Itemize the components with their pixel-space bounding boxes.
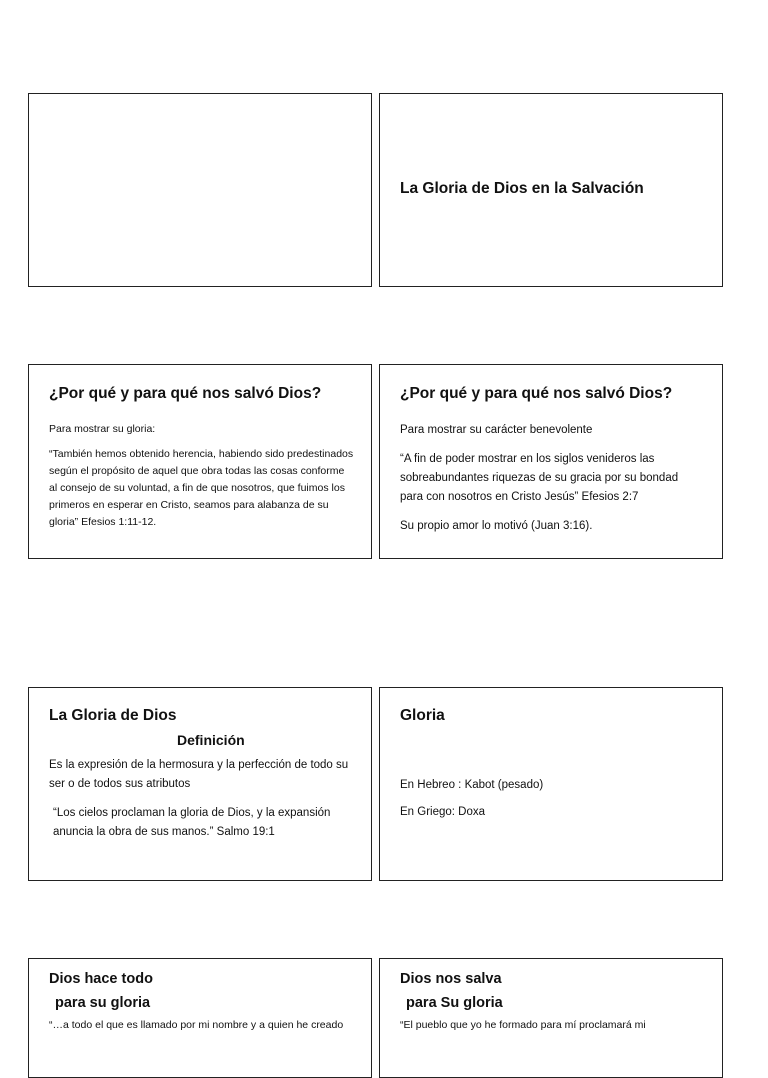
slide-body: [49, 421, 355, 539]
slide-title: [49, 967, 153, 1015]
slide-title: ¿Por qué y para qué nos salvó Dios?: [49, 385, 322, 402]
slide-quote: “…a todo el que es llamado por mi nombre y a quien he creado: [49, 1019, 344, 1031]
slide-quote: “Los cielos proclaman la gloria de Dios, y la expansión anuncia la obra de sus manos.” Salmo 19:1: [53, 807, 331, 838]
slide-title: La Gloria de Dios en la Salvación: [400, 180, 644, 197]
slide-quote: “A fin de poder mostrar en los siglos venideros las sobreabundantes riquezas de su gracia por su bondad para con nosotros en Cristo Jesús” Efesios 2:7: [400, 453, 679, 503]
slide-subtitle: Definición: [177, 732, 245, 748]
slide-title: La Gloria de Dios: [49, 707, 177, 724]
slide-5-definicion: [28, 687, 372, 881]
slide-title: Gloria: [400, 707, 445, 724]
slide-title: ¿Por qué y para qué nos salvó Dios?: [400, 385, 673, 402]
slide-paragraph: Para mostrar su carácter benevolente: [400, 424, 593, 436]
slide-7-dios-hace-todo: [28, 958, 372, 1078]
slide-body: [400, 421, 702, 546]
slide-paragraph: Para mostrar su gloria:: [49, 423, 156, 435]
slide-paragraph: En Griego: Doxa: [400, 806, 486, 818]
slide-body: [400, 776, 706, 832]
slide-title-line: para Su gloria: [406, 995, 503, 1011]
slide-8-dios-nos-salva: [379, 958, 723, 1078]
slide-paragraph: Su propio amor lo motivó (Juan 3:16).: [400, 520, 593, 532]
slide-quote: “También hemos obtenido herencia, habiendo sido predestinados según el propósito de aquel que obra todas las cosas conforme al consejo de su voluntad, a fin de que nosotros, que fuimos los primeros en esperar en Cristo, seamos para alabanza de su gloria” Efesios 1:11-12.: [49, 448, 354, 528]
slide-title: [400, 967, 503, 1015]
slide-4-por-que: [379, 364, 723, 559]
slide-quote: “El pueblo que yo he formado para mí proclamará mi: [400, 1019, 646, 1031]
slide-6-gloria: [379, 687, 723, 881]
slide-title-line: para su gloria: [55, 995, 151, 1011]
slide-1-blank: [28, 93, 372, 287]
slide-3-por-que: [28, 364, 372, 559]
slide-paragraph: Es la expresión de la hermosura y la perfección de todo su ser o de todos sus atributos: [49, 759, 349, 790]
slide-paragraph: En Hebreo : Kabot (pesado): [400, 779, 544, 791]
slide-title-line: Dios hace todo: [49, 971, 153, 987]
slide-2-title: [379, 93, 723, 287]
slide-body: [49, 756, 351, 852]
slide-title-line: Dios nos salva: [400, 971, 502, 987]
